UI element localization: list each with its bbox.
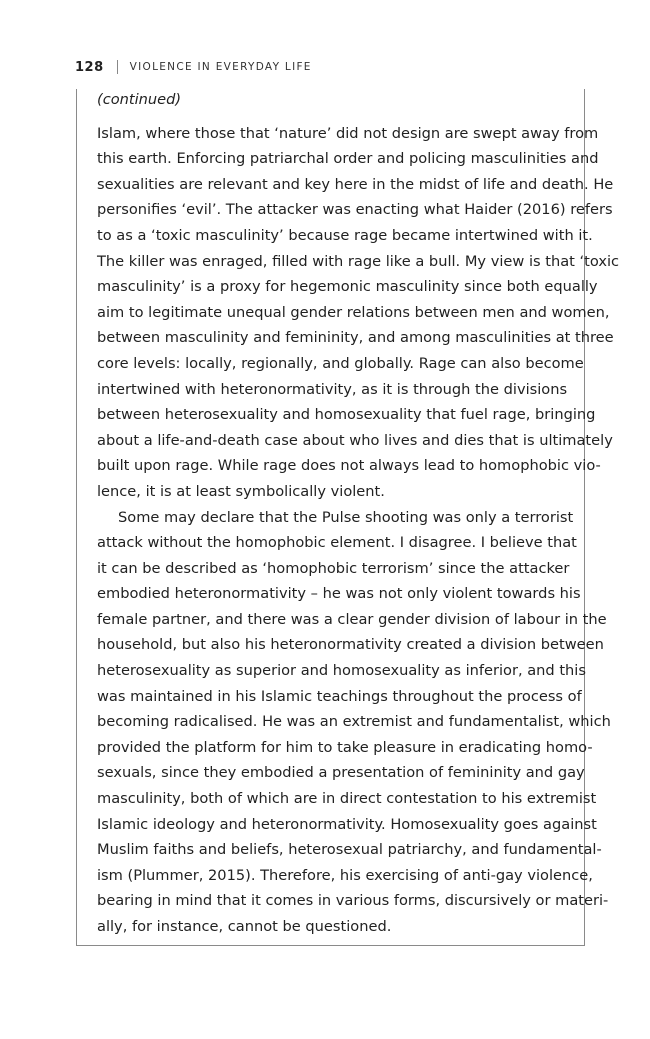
text-line: sexualities are relevant and key here in the midst of life and death. He bbox=[97, 175, 614, 193]
text-line: masculinity, both of which are in direct contestation to his extremist bbox=[97, 790, 597, 808]
paragraph-1 bbox=[97, 121, 620, 505]
text-line: between heterosexuality and homosexuality that fuel rage, bringing bbox=[97, 406, 596, 424]
text-line: about a life-and-death case about who lives and dies that is ultimately bbox=[97, 431, 613, 449]
text-line: aim to legitimate unequal gender relations between men and women, bbox=[97, 303, 610, 321]
text-line: Islam, where those that ‘nature’ did not design are swept away from bbox=[97, 124, 599, 142]
text-line: personifies ‘evil’. The attacker was enacting what Haider (2016) refers bbox=[97, 201, 613, 219]
running-title: VIOLENCE IN EVERYDAY LIFE bbox=[129, 61, 312, 73]
text-line: built upon rage. While rage does not always lead to homophobic vio- bbox=[97, 457, 601, 475]
text-line: core levels: locally, regionally, and globally. Rage can also become bbox=[97, 354, 584, 372]
continued-label: (continued) bbox=[97, 91, 182, 108]
text-line: female partner, and there was a clear gender division of labour in the bbox=[97, 610, 607, 628]
text-line: ism (Plummer, 2015). Therefore, his exercising of anti-gay violence, bbox=[97, 866, 593, 884]
text-line: embodied heteronormativity – he was not only violent towards his bbox=[97, 585, 581, 603]
text-line: sexuals, since they embodied a presentation of femininity and gay bbox=[97, 764, 585, 782]
text-line: ally, for instance, cannot be questioned. bbox=[97, 918, 392, 935]
text-line: heterosexuality as superior and homosexuality as inferior, and this bbox=[97, 662, 586, 680]
text-line: was maintained in his Islamic teachings throughout the process of bbox=[97, 687, 582, 705]
text-line: attack without the homophobic element. I disagree. I believe that bbox=[97, 534, 577, 552]
text-line: becoming radicalised. He was an extremist and fundamentalist, which bbox=[97, 713, 611, 731]
text-line: Islamic ideology and heteronormativity. Homosexuality goes against bbox=[97, 815, 597, 833]
text-line: Some may declare that the Pulse shooting was only a terrorist bbox=[118, 508, 574, 526]
continued-text-box bbox=[76, 89, 620, 946]
text-line: Muslim faiths and beliefs, heterosexual patriarchy, and fundamental- bbox=[97, 841, 602, 859]
box-content bbox=[97, 89, 620, 940]
text-line: The killer was enraged, filled with rage like a bull. My view is that ‘toxic bbox=[97, 252, 620, 270]
paragraph-2 bbox=[97, 505, 611, 940]
text-line: household, but also his heteronormativity created a division between bbox=[97, 636, 604, 654]
text-line: it can be described as ‘homophobic terrorism’ since the attacker bbox=[97, 559, 570, 577]
text-line: bearing in mind that it comes in various forms, discursively or materi- bbox=[97, 892, 609, 910]
text-line: masculinity’ is a proxy for hegemonic masculinity since both equally bbox=[97, 278, 598, 296]
text-line: intertwined with heteronormativity, as it is through the divisions bbox=[97, 380, 568, 398]
text-line: this earth. Enforcing patriarchal order and policing masculinities and bbox=[97, 150, 599, 168]
running-head bbox=[75, 58, 312, 76]
text-line: lence, it is at least symbolically violent. bbox=[97, 482, 385, 500]
page-number: 128 bbox=[75, 59, 104, 75]
text-line: provided the platform for him to take pleasure in eradicating homo- bbox=[97, 738, 593, 756]
header-separator bbox=[117, 60, 118, 74]
text-line: between masculinity and femininity, and among masculinities at three bbox=[97, 329, 614, 347]
text-line: to as a ‘toxic masculinity’ because rage became intertwined with it. bbox=[97, 226, 593, 244]
